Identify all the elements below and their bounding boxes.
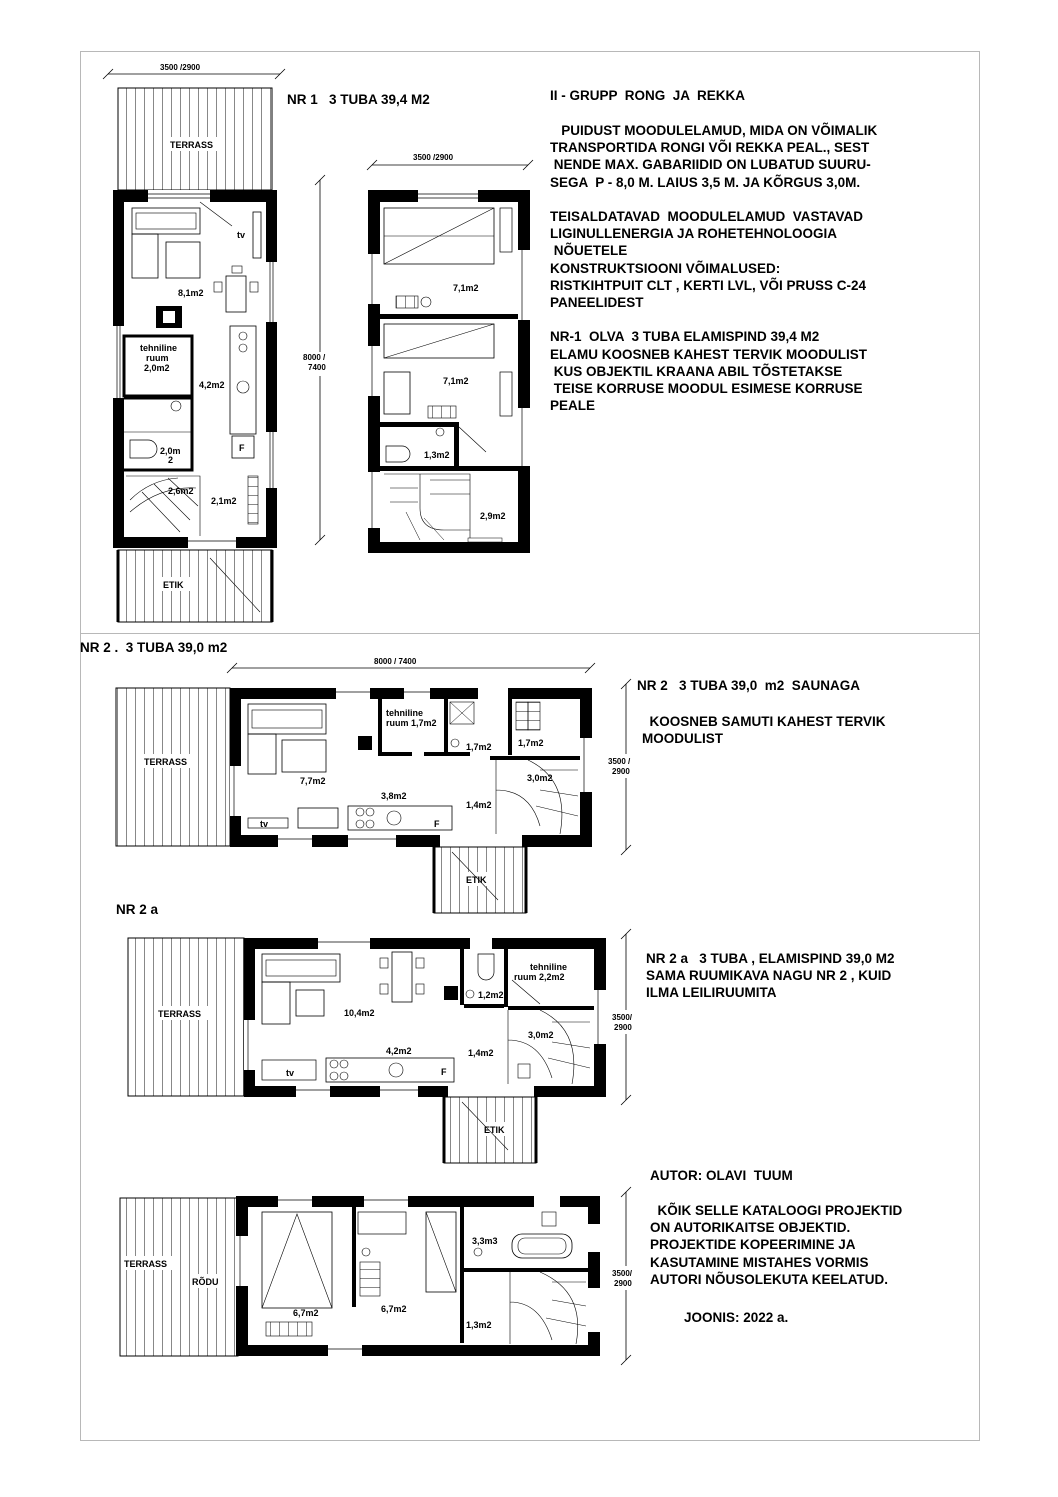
svg-text:3500 / 2900: 3500 / 2900	[608, 757, 631, 776]
nr1-terrace-label: TERRASS	[170, 140, 214, 150]
nr2-living-area: 7,7m2	[300, 776, 326, 786]
upper2-terrace-label: TERRASS	[124, 1259, 168, 1269]
svg-text:tehniline ruum 2,2m2: tehniline ruum 2,2m2	[514, 962, 568, 982]
upper2-width-dimension	[608, 1187, 640, 1365]
nr1-hall2-area: 2,1m2	[211, 496, 237, 506]
nr1-upper-width-dimension	[367, 153, 533, 170]
nr1-ground-width-dimension	[103, 63, 285, 79]
upper2-bath-area: 3,3m3	[472, 1236, 498, 1246]
nr1-length-dimension	[300, 175, 340, 545]
nr1-fridge-label: F	[239, 443, 245, 453]
nr1-length-line1: 8000 /	[303, 353, 326, 362]
nr2a-heading: NR 2 a	[116, 902, 159, 917]
nr1-upper-wc: 1,3m2	[424, 450, 450, 460]
upper2-dim-width-line1: 3500/	[612, 1269, 633, 1278]
nr2-tv-label: tv	[260, 819, 269, 829]
nr1-upper-stair: 2,9m2	[480, 511, 506, 521]
nr2-plan	[116, 657, 640, 913]
description-text: PUIDUST MOODULELAMUD, MIDA ON VÕIMALIK TRANSPORTIDA RONGI VÕI REKKA PEAL., SEST NENDE MAX. GABARIIDID ON LUBATUD SUURU- SEGA P - 8,0 M. LAIUS 3,5 M. JA KÕRGUS 3,0M. TEISALDATAVAD MOODULELAMUD VASTAVAD LIGINULLENERGIA JA ROHETEHNOLOOGIA NÕUETELE KONSTRUKTSIOONI VÕIMALUSED: RISTKIHTPUIT CLT , KERTI LVL, VÕI PRUSS C-24 PANEELIDEST NR-1 OLVA 3 TUBA ELAMISPIND 39,4 M2 ELAMU KOOSNEB KAHEST TERVIK MOODULIST KUS OBJEKTIL KRAANA ABIL TÕSTETAKSE TEISE KORRUSE MOODUL ESIMESE KORRUSE PEALE	[550, 123, 878, 414]
drawing-year: JOONIS: 2022 a.	[684, 1310, 789, 1325]
nr2a-dim-width-line1: 3500/	[612, 1013, 633, 1022]
nr1-upper-room1: 7,1m2	[453, 283, 479, 293]
upper2-balcony-label: RÕDU	[192, 1277, 219, 1287]
nr2-stair-area: 3,0m2	[527, 773, 553, 783]
nr2-description: KOOSNEB SAMUTI KAHEST TERVIK MOODULIST	[642, 714, 886, 747]
upper2-room1-area: 6,7m2	[293, 1308, 319, 1318]
copyright-text: KÕIK SELLE KATALOOGI PROJEKTID ON AUTORIKAITSE OBJEKTID. PROJEKTIDE KOPEERIMINE JA KASUTAMINE MISTAHES VORMIS AUTORI NÕUSOLEKUTA KEELATUD.	[650, 1203, 903, 1287]
nr2-section-heading: NR 2 . 3 TUBA 39,0 m2	[80, 640, 228, 655]
upper2-hall-area: 1,3m2	[466, 1320, 492, 1330]
nr2-kitchen-area: 3,8m2	[381, 791, 407, 801]
nr1-porch	[118, 550, 272, 622]
nr1-kitchen-area: 4,2m2	[199, 380, 225, 390]
nr2-porch-label: ETIK	[466, 875, 487, 885]
nr1-tech-line1: tehniline	[140, 343, 178, 353]
nr1-ground-plan	[103, 63, 285, 622]
nr2a-plan	[128, 929, 640, 1163]
nr2a-kitchen-area: 4,2m2	[386, 1046, 412, 1056]
nr1-living-area: 8,1m2	[178, 288, 204, 298]
svg-text:3500/ 2900: 3500/ 2900	[612, 1013, 633, 1032]
nr2a-stair-area: 3,0m2	[528, 1030, 554, 1040]
nr2-width-dimension	[606, 679, 640, 855]
nr2-hall-area: 1,4m2	[466, 800, 492, 810]
nr1-porch-label: ETIK	[163, 580, 184, 590]
svg-text:tehniline ruum 2,0: tehniline ruum 2,0m2	[140, 343, 178, 373]
nr2a-porch-label: ETIK	[484, 1125, 505, 1135]
nr2a-living-area: 10,4m2	[344, 1008, 375, 1018]
nr2-wash-area: 1,7m2	[466, 742, 492, 752]
nr2a-tech-line1: tehniline	[530, 962, 568, 972]
group-heading: II - GRUPP RONG JA REKKA	[550, 88, 746, 103]
nr2-sauna-heading: NR 2 3 TUBA 39,0 m2 SAUNAGA	[637, 678, 861, 693]
upper2-plan	[120, 1187, 640, 1365]
nr2a-width-dimension	[608, 929, 640, 1105]
author-text: AUTOR: OLAVI TUUM	[650, 1168, 793, 1183]
svg-text:2,0m 2: 2,0m 2	[160, 446, 181, 465]
svg-text:tehniline ruum 1,7m2: tehniline ruum 1,7m2	[386, 708, 437, 728]
nr2a-hall-area: 1,4m2	[468, 1048, 494, 1058]
nr2a-description: NR 2 a 3 TUBA , ELAMISPIND 39,0 M2 SAMA RUUMIKAVA NAGU NR 2 , KUID ILMA LEILIRUUMITA	[646, 951, 895, 1001]
nr2-sauna-area: 1,7m2	[518, 738, 544, 748]
nr1-ground-dim-width: 3500 /2900	[160, 63, 201, 72]
nr2a-fridge-label: F	[441, 1067, 447, 1077]
nr1-upper-dim-width: 3500 /2900	[413, 153, 454, 162]
nr2-dim-width-line1: 3500 /	[608, 757, 631, 766]
svg-text:8000 / 7400: 8000 / 7400	[303, 353, 326, 372]
svg-text:3500/ 2900: 3500/ 2900	[612, 1269, 633, 1288]
nr2-length-dimension	[227, 657, 595, 673]
nr1-heading: NR 1 3 TUBA 39,4 M2	[287, 92, 430, 107]
nr2a-tv-label: tv	[286, 1068, 295, 1078]
nr2a-terrace-label: TERRASS	[158, 1009, 202, 1019]
nr1-upper-room2: 7,1m2	[443, 376, 469, 386]
nr2-dim-length: 8000 / 7400	[374, 657, 417, 666]
nr2-terrace-label: TERRASS	[144, 757, 188, 767]
nr2-fridge-label: F	[434, 819, 440, 829]
nr1-tv-label: tv	[237, 230, 246, 240]
nr1-hall1-area: 2,6m2	[168, 486, 194, 496]
nr2-tech-line1: tehniline	[386, 708, 424, 718]
nr1-upper-plan	[367, 153, 533, 553]
upper2-room2-area: 6,7m2	[381, 1304, 407, 1314]
nr1-wc-line1: 2,0m	[160, 446, 181, 456]
nr2a-wc-area: 1,2m2	[478, 990, 504, 1000]
